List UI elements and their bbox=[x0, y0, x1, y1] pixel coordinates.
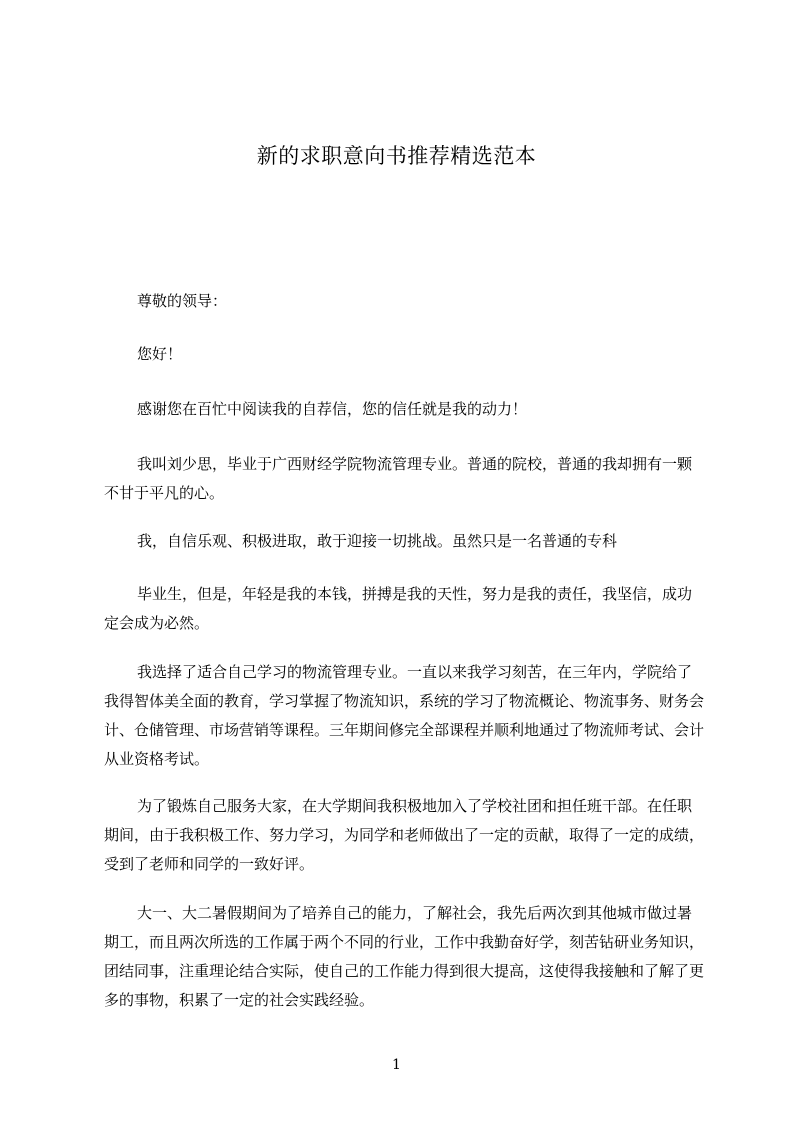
paragraph-major: 我选择了适合自己学习的物流管理专业。一直以来我学习刻苦，在三年内，学院给了我得智体美全面的教育，学习掌握了物流知识，系统的学习了物流概论、物流事务、财务会计、仓储管理、市场营销等课程。三年期间修完全部课程并顺利地通过了物流师考试、会计从业资格考试。 bbox=[104, 663, 705, 768]
greeting: 您好！ bbox=[137, 345, 183, 363]
document-title: 新的求职意向书推荐精选范本 bbox=[256, 144, 537, 168]
paragraph-experience: 大一、大二暑假期间为了培养自己的能力，了解社会，我先后两次到其他城市做过暑期工，而且两次所选的工作属于两个不同的行业，工作中我勤奋好学，刻苦钻研业务知识，团结同事，注重理论结合实际，使自己的工作能力得到很大提高，这使得我接触和了解了更多的事物，积累了一定的社会实践经验。 bbox=[104, 904, 705, 1009]
paragraph-introduction: 我叫刘少思，毕业于广西财经学院物流管理专业。普通的院校，普通的我却拥有一颗不甘于平凡的心。 bbox=[104, 455, 693, 502]
salutation: 尊敬的领导： bbox=[137, 292, 228, 310]
paragraph-personality: 我，自信乐观、积极进取，敢于迎接一切挑战。虽然只是一名普通的专科 bbox=[137, 532, 618, 550]
paragraph-graduate: 毕业生，但是，年轻是我的本钱，拼搏是我的天性，努力是我的责任，我坚信，成功定会成为必然。 bbox=[104, 585, 693, 632]
page-number: 1 bbox=[392, 1057, 401, 1073]
paragraph-thanks: 感谢您在百忙中阅读我的自荐信，您的信任就是我的动力！ bbox=[137, 400, 528, 418]
paragraph-activities: 为了锻炼自己服务大家，在大学期间我积极地加入了学校社团和担任班干部。在任职期间，由于我积极工作、努力学习，为同学和老师做出了一定的贡献，取得了一定的成绩，受到了老师和同学的一致好评。 bbox=[104, 797, 705, 873]
